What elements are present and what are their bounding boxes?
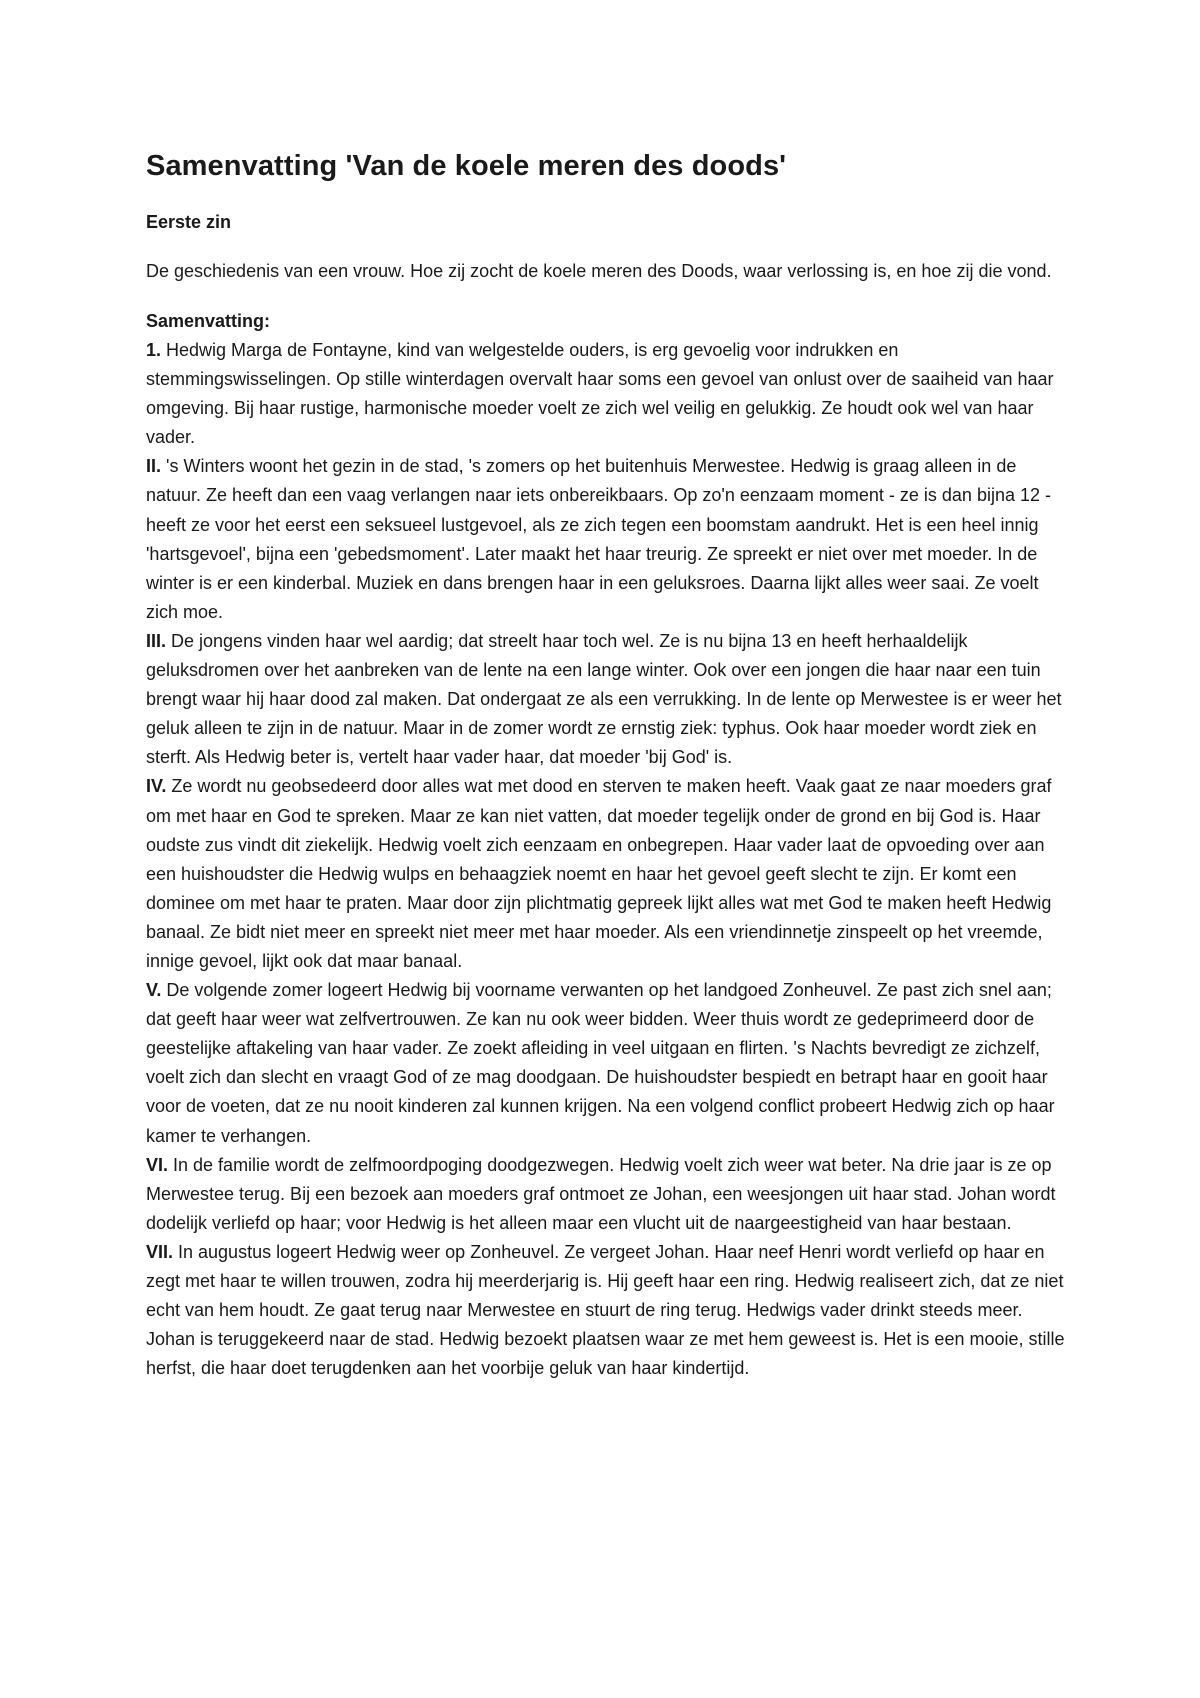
chapter-number: VI.	[146, 1154, 169, 1175]
chapter-5	[146, 976, 1066, 1151]
chapter-number: V.	[146, 980, 162, 1001]
first-sentence-text: De geschiedenis van een vrouw. Hoe zij zocht de koele meren des Doods, waar verlossing is, en hoe zij die vond.	[146, 261, 1052, 281]
chapter-number: IV.	[146, 776, 167, 797]
chapter-text: De volgende zomer logeert Hedwig bij voorname verwanten op het landgoed Zonheuvel. Ze past zich snel aan; dat geeft haar weer wat zelfvertrouwen. Ze kan nu ook weer bidden. Weer thuis wordt ze gedeprimeerd door de geestelijke aftakeling van haar vader. Ze zoekt afleiding in veel uitgaan en flirten. 's Nachts bevredigt ze zichzelf, voelt zich dan slecht en vraagt God of ze mag doodgaan. De huishoudster bespiedt en betrapt haar en gooit haar voor de voeten, dat ze nu nooit kinderen zal kunnen krijgen. Na een volgend conflict probeert Hedwig zich op haar kamer te verhangen.	[146, 980, 1055, 1146]
chapter-text: De jongens vinden haar wel aardig; dat streelt haar toch wel. Ze is nu bijna 13 en heeft herhaaldelijk geluksdromen over het aanbreken van de lente na een lange winter. Ook over een jongen die haar naar een tuin brengt waar hij haar dood zal maken. Dat ondergaat ze als een verrukking. In de lente op Merwestee is er weer het geluk alleen te zijn in de natuur. Maar in de zomer wordt ze ernstig ziek: typhus. Ook haar moeder wordt ziek en sterft. Als Hedwig beter is, vertelt haar vader haar, dat moeder 'bij God' is.	[146, 630, 1062, 768]
chapter-text: Ze wordt nu geobsedeerd door alles wat met dood en sterven te maken heeft. Vaak gaat ze naar moeders graf om met haar en God te spreken. Maar ze kan niet vatten, dat moeder tegelijk onder de grond en bij God is. Haar oudste zus vindt dit ziekelijk. Hedwig voelt zich eenzaam en onbegrepen. Haar vader laat de opvoeding over aan een huishoudster die Hedwig wulps en behaagziek noemt en haar het gevoel geeft slecht te zijn. Er komt een dominee om met haar te praten. Maar door zijn plichtmatig gepreek lijkt alles wat met God te maken heeft Hedwig banaal. Ze bidt niet meer en spreekt niet meer met haar moeder. Als een vriendinnetje zinspeelt op het vreemde, innige gevoel, lijkt ook dat maar banaal.	[146, 776, 1052, 971]
chapter-7	[146, 1238, 1066, 1383]
chapter-number: III.	[146, 630, 167, 651]
chapter-text: Hedwig Marga de Fontayne, kind van welgestelde ouders, is erg gevoelig voor indrukken en stemmingswisselingen. Op stille winterdagen overvalt haar soms een gevoel van onlust over de saaiheid van haar omgeving. Bij haar rustige, harmonische moeder voelt ze zich wel veilig en gelukkig. Ze houdt ook wel van haar vader.	[146, 340, 1054, 448]
chapter-4	[146, 772, 1066, 976]
chapter-number: 1.	[146, 340, 162, 360]
chapter-text: 's Winters woont het gezin in de stad, 's zomers op het buitenhuis Merwestee. Hedwig is graag alleen in de natuur. Ze heeft dan een vaag verlangen naar iets onbereikbaars. Op zo'n eenzaam moment - ze is dan bijna 12 - heeft ze voor het eerst een seksueel lustgevoel, als ze zich tegen een boomstam aandrukt. Het is een heel innig 'hartsgevoel', bijna een 'gebedsmoment'. Later maakt het haar treurig. Ze spreekt er niet over met moeder. In de winter is er een kinderbal. Muziek en dans brengen haar in een geluksroes. Daarna lijkt alles weer saai. Ze voelt zich moe.	[146, 456, 1051, 622]
first-sentence-heading: Eerste zin	[146, 212, 232, 232]
summary-label: Samenvatting:	[146, 311, 271, 331]
chapter-6	[146, 1151, 1066, 1238]
chapter-3	[146, 627, 1066, 772]
document-title: Samenvatting 'Van de koele meren des doods'	[146, 150, 787, 182]
chapter-number: II.	[146, 456, 162, 477]
chapter-text: In de familie wordt de zelfmoordpoging doodgezwegen. Hedwig voelt zich weer wat beter. Na drie jaar is ze op Merwestee terug. Bij een bezoek aan moeders graf ontmoet ze Johan, een weesjongen uit haar stad. Johan wordt dodelijk verliefd op haar; voor Hedwig is het alleen maar een vlucht uit de naargeestigheid van haar bestaan.	[146, 1154, 1056, 1233]
document-page	[146, 146, 1066, 1383]
chapter-1	[146, 336, 1066, 452]
chapter-2	[146, 452, 1066, 627]
chapter-number: VII.	[146, 1241, 174, 1262]
chapter-text: In augustus logeert Hedwig weer op Zonheuvel. Ze vergeet Johan. Haar neef Henri wordt verliefd op haar en zegt met haar te willen trouwen, zodra hij meerderjarig is. Hij geeft haar een ring. Hedwig realiseert zich, dat ze niet echt van hem houdt. Ze gaat terug naar Merwestee en stuurt de ring terug. Hedwigs vader drinkt steeds meer. Johan is teruggekeerd naar de stad. Hedwig bezoekt plaatsen waar ze met hem geweest is. Het is een mooie, stille herfst, die haar doet terugdenken aan het voorbije geluk van haar kindertijd.	[146, 1241, 1065, 1379]
